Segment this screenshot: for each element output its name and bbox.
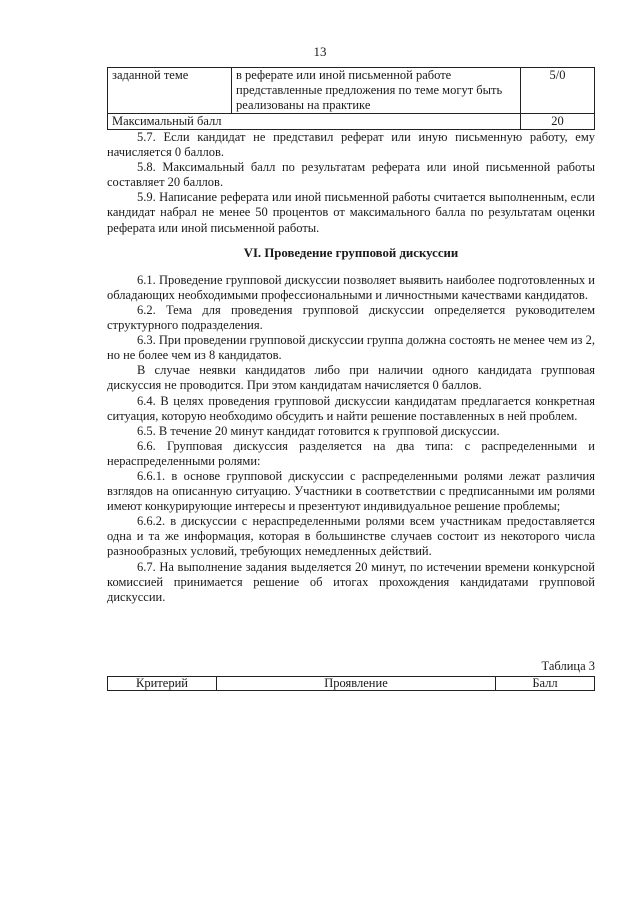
paragraph: В случае неявки кандидатов либо при наличии одного кандидата групповая дискуссия не проводится. При этом кандидатам начисляется 0 баллов.	[107, 363, 595, 393]
paragraph: 5.8. Максимальный балл по результатам реферата или иной письменной работы составляет 20 баллов.	[107, 160, 595, 190]
paragraph: 6.5. В течение 20 минут кандидат готовится к групповой дискуссии.	[137, 423, 500, 438]
table-caption: Таблица 3	[541, 659, 595, 673]
header-score: Балл	[496, 677, 595, 691]
paragraph: 6.3. При проведении групповой дискуссии группа должна состоять не менее чем из 2, но не более чем из 8 кандидатов.	[107, 333, 595, 363]
document-body	[107, 130, 595, 605]
table-cell: в реферате или иной письменной работе представленные предложения по теме могут быть реализованы на практике	[232, 68, 521, 114]
max-score-label: Максимальный балл	[108, 114, 521, 130]
header-manifestation: Проявление	[217, 677, 496, 691]
paragraph: 6.6.1. в основе групповой дискуссии с распределенными ролями лежат различия взглядов на описанную ситуацию. Участники в соответствии с предписанными им ролями имеют конкурирующие интересы и презентуют индивидуальное решение проблемы;	[107, 468, 595, 514]
table-cell: 5/0	[521, 68, 595, 114]
paragraph: 6.6. Групповая дискуссия разделяется на два типа: с распределенными и нераспределенными ролями:	[107, 438, 595, 468]
paragraph: 6.2. Тема для проведения групповой дискуссии определяется руководителем структурного подразделения.	[107, 302, 595, 333]
page-number: 13	[313, 44, 327, 59]
header-criterion: Критерий	[108, 677, 217, 691]
paragraph: 6.1. Проведение групповой дискуссии позволяет выявить наиболее подготовленных и обладающих необходимыми профессиональными и личностными качествами кандидатов.	[107, 272, 595, 302]
paragraph: 6.6.2. в дискуссии с нераспределенными ролями всем участникам предоставляется одна и та же информация, которая в большинстве случаев состоит из некоторого числа разнообразных условий, требующих немедленных действий.	[107, 514, 595, 559]
paragraph: 5.7. Если кандидат не представил реферат или иную письменную работу, ему начисляется 0 баллов.	[107, 130, 595, 160]
criteria-table-continued	[107, 67, 595, 130]
table-row	[108, 114, 595, 130]
paragraph: 6.7. На выполнение задания выделяется 20 минут, по истечении времени конкурсной комиссией принимается решение об итогах прохождения кандидатами групповой дискуссии.	[107, 559, 595, 604]
max-score-value: 20	[521, 114, 595, 130]
paragraph: 6.4. В целях проведения групповой дискуссии кандидатам предлагается конкретная ситуация, которую необходимо обсудить и найти решение поставленных в ней проблем.	[107, 393, 595, 423]
table-row	[108, 68, 595, 114]
section-title: VI. Проведение групповой дискуссии	[243, 245, 459, 260]
table-3-header	[107, 676, 595, 691]
table-cell: заданной теме	[108, 68, 232, 114]
table-header-row	[108, 677, 595, 691]
paragraph: 5.9. Написание реферата или иной письменной работы считается выполненным, если кандидат набрал не менее 50 процентов от максимального балла по результатам оценки реферата или иной письменной работы.	[107, 190, 595, 235]
